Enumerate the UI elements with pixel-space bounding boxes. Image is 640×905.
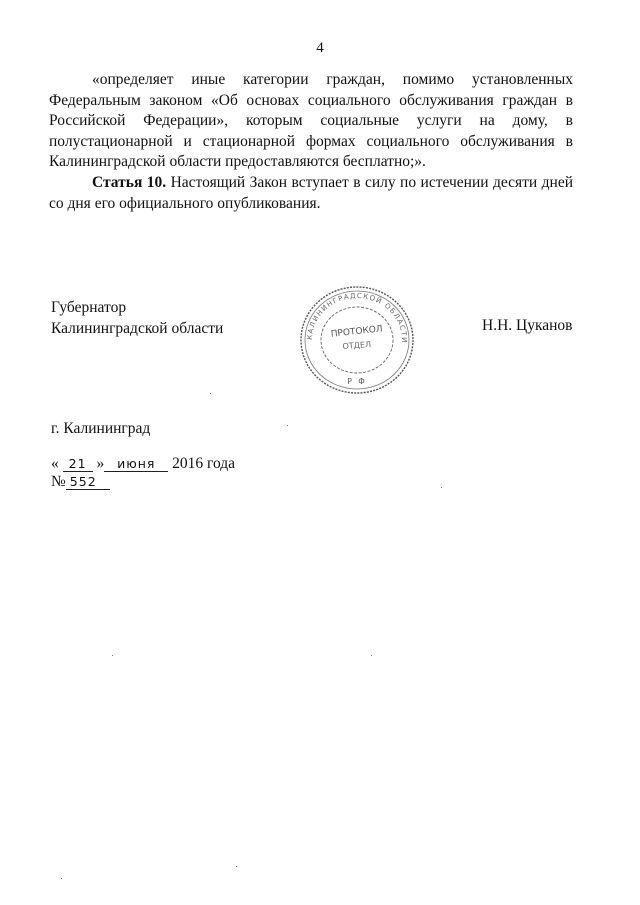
article-10-line-1 [49, 173, 573, 194]
paragraph-line: «определяет иные категории граждан, помимо установленных [92, 71, 573, 88]
scan-speck [112, 655, 113, 656]
scan-speck [371, 655, 372, 656]
date-month: июня [104, 457, 168, 472]
scan-speck [210, 393, 211, 394]
signatory-title-line-2: Калининградской области [51, 319, 224, 337]
scan-speck [287, 425, 288, 426]
official-seal-stamp [298, 284, 416, 396]
seal-ring-text: КАЛИНИНГРАДСКОЙ ОБЛАСТИ [305, 291, 409, 344]
paragraph-line: Российской Федерации», которым социальные услуги на дому, в [49, 112, 573, 129]
seal-bottom-text: Р Ф [347, 377, 367, 386]
number-value: 552 [66, 475, 110, 490]
amendment-paragraph [49, 70, 573, 173]
date-open-quote: « [51, 455, 59, 472]
paragraph-line: полустационарной и стационарной формах социального обслуживания в [49, 132, 573, 150]
signatory-name: Н.Н. Цуканов [482, 317, 573, 334]
number-sign: № [51, 473, 66, 490]
paragraph-line: Федеральным законом «Об основах социального обслуживания граждан в [49, 91, 573, 109]
date-close-quote: » [96, 455, 105, 472]
article-10-paragraph [49, 173, 573, 214]
seal-center-text-1: ПРОТОКОЛ [330, 324, 384, 340]
article-heading: Статья 10. [92, 174, 167, 191]
seal-center-text-2: ОТДЕЛ [342, 340, 372, 351]
article-10-line-2: со дня его официального опубликования. [49, 194, 321, 212]
date-year: 2016 года [172, 455, 236, 472]
place-of-signing: г. Калининград [51, 420, 151, 437]
law-number [51, 473, 110, 491]
date-day: 21 [63, 457, 93, 472]
scan-speck [236, 866, 237, 867]
scan-speck [61, 878, 62, 879]
scan-speck [441, 487, 442, 488]
page-number: 4 [316, 40, 324, 56]
article-text: Настоящий Закон вступает в силу по истечении десяти дней [166, 174, 573, 191]
paragraph-line: Калининградской области предоставляются бесплатно;». [49, 153, 426, 170]
signatory-title-line-1: Губернатор [51, 299, 127, 316]
signatory-title [51, 298, 223, 339]
signing-date [51, 455, 235, 473]
